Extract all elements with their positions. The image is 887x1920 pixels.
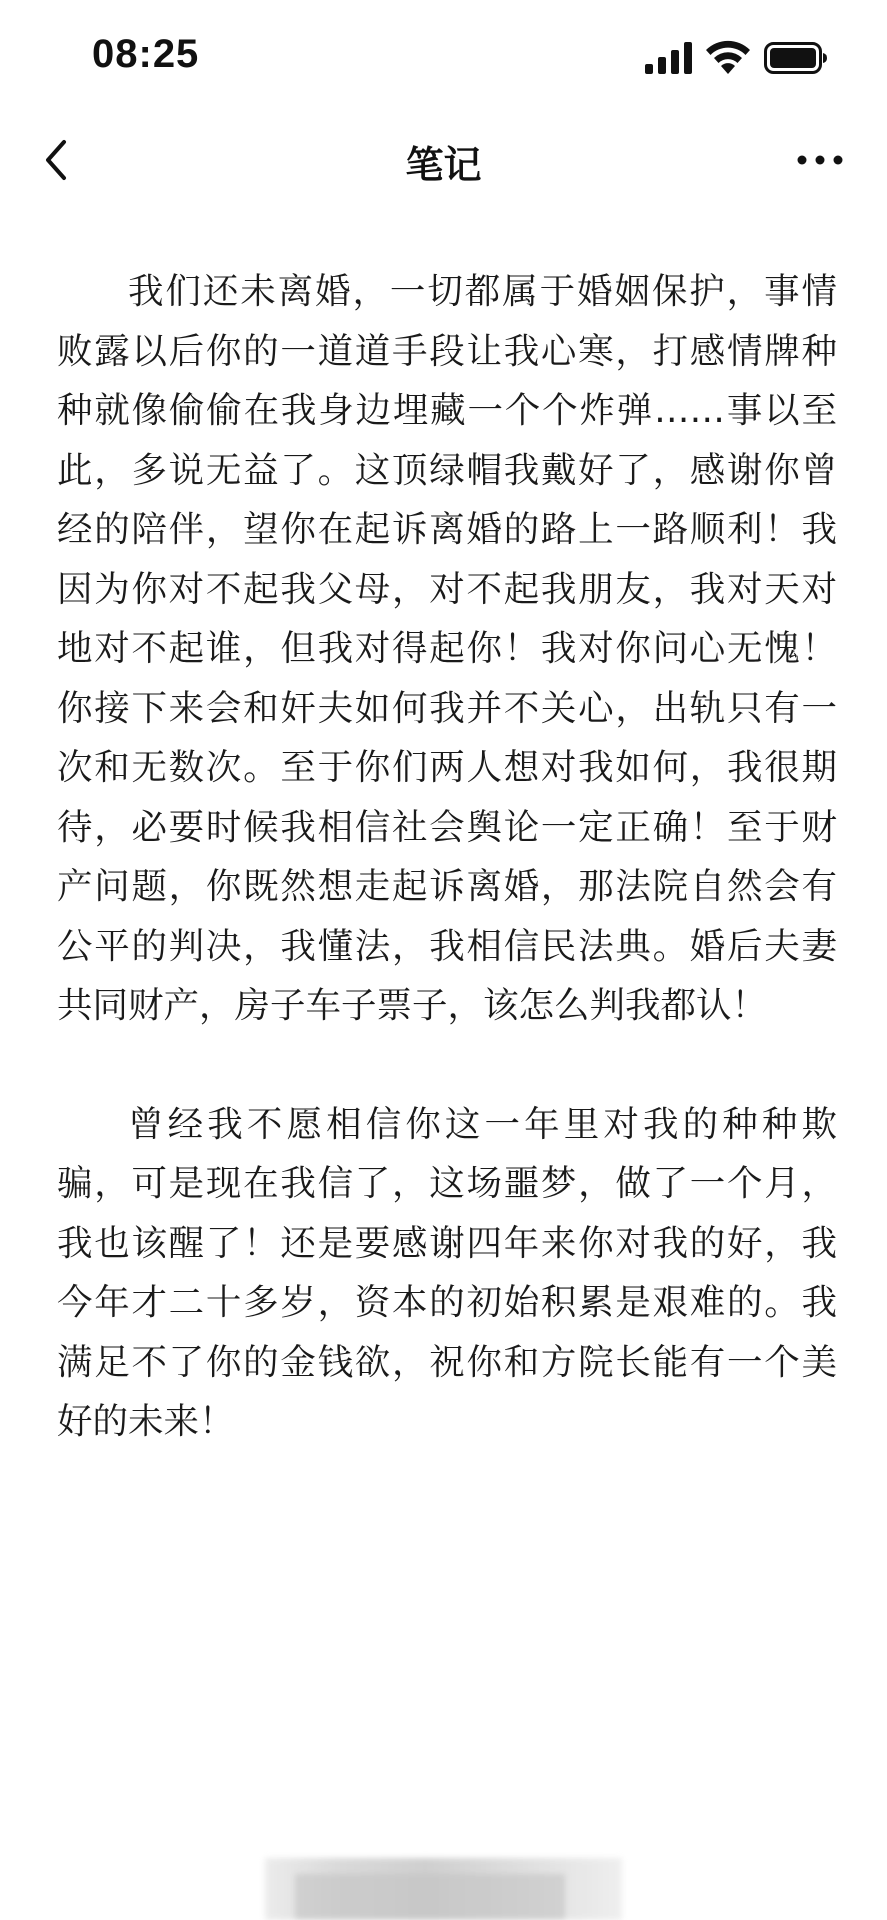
nav-bar	[0, 120, 887, 200]
note-paragraph: 曾经我不愿相信你这一年里对我的种种欺骗，可是现在我信了，这场噩梦，做了一个月，我也该醒了！还是要感谢四年来你对我的好，我今年才二十多岁，资本的初始积累是艰难的。我满足不了你的金钱欲，祝你和方院长能有一个美好的未来！	[57, 1103, 837, 1442]
battery-icon	[764, 42, 828, 74]
status-bar	[0, 0, 887, 120]
wifi-icon	[706, 40, 750, 74]
note-paragraph: 我们还未离婚，一切都属于婚姻保护，事情败露以后你的一道道手段让我心寒，打感情牌种种就像偷偷在我身边埋藏一个个炸弹……事以至此，多说无益了。这顶绿帽我戴好了，感谢你曾经的陪伴，望你在起诉离婚的路上一路顺利！我因为你对不起我父母，对不起我朋友，我对天对地对不起谁，但我对得起你！我对你问心无愧！你接下来会和奸夫如何我并不关心，出轨只有一次和无数次。至于你们两人想对我如何，我很期待，必要时候我相信社会舆论一定正确！至于财产问题，你既然想走起诉离婚，那法院自然会有公平的判决，我懂法，我相信民法典。婚后夫妻共同财产，房子车子票子，该怎么判我都认！	[57, 271, 837, 1026]
more-button[interactable]	[790, 138, 850, 182]
note-body[interactable]	[57, 262, 837, 1452]
status-time: 08:25	[92, 32, 200, 76]
page-title: 笔记	[405, 143, 482, 187]
signal-icon	[645, 42, 695, 74]
blurred-watermark	[265, 1858, 622, 1920]
more-horizontal-icon	[790, 138, 850, 182]
